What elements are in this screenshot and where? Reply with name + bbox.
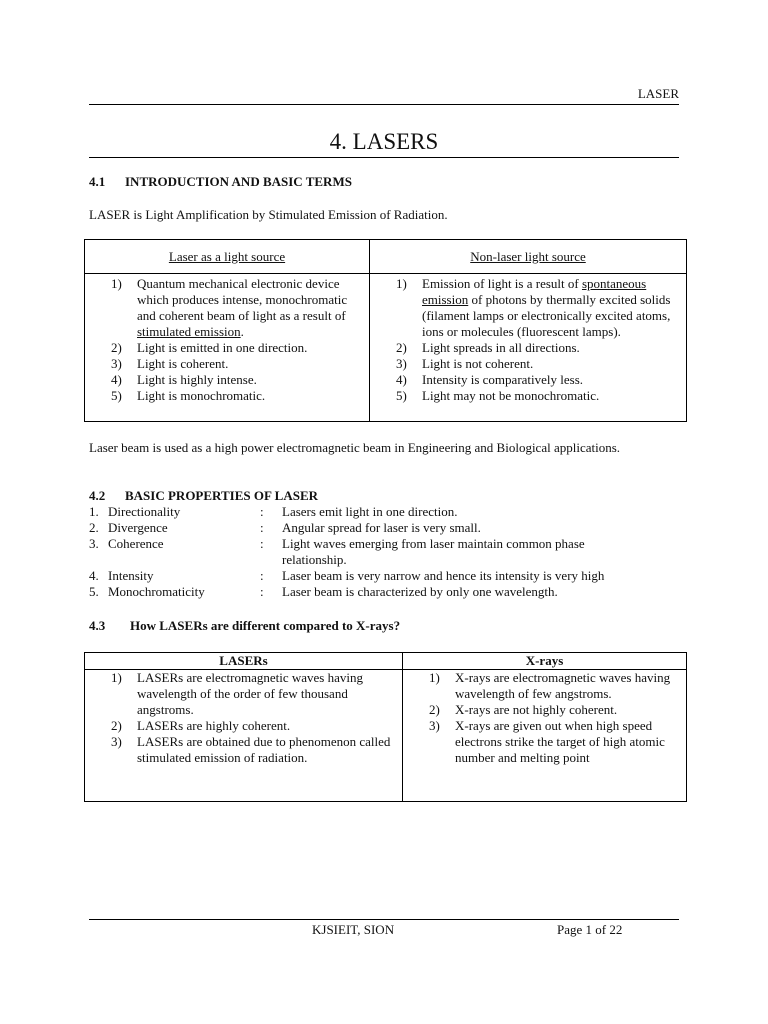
list-item: 2) X-rays are not highly coherent. <box>429 702 618 717</box>
list-item: 3) LASERs are obtained due to phenomenon called stimulated emission of radiation. <box>111 734 391 765</box>
list-item: 4) Light is highly intense. <box>111 372 257 387</box>
table2-xrays-cell <box>403 670 687 802</box>
table1-header-laser: Laser as a light source <box>85 240 370 274</box>
property-row: 1. Directionality : Lasers emit light in one direction. <box>89 504 458 519</box>
list-item: 5) Light is monochromatic. <box>111 388 266 403</box>
section-number: 4.2 <box>89 488 106 503</box>
section-title: How LASERs are different compared to X-rays? <box>130 618 401 633</box>
laser-vs-nonlaser-table <box>84 239 687 422</box>
list-item: 2) Light is emitted in one direction. <box>111 340 308 355</box>
property-row: 2. Divergence : Angular spread for laser is very small. <box>89 520 481 535</box>
section-number: 4.1 <box>89 174 106 189</box>
table2-header-lasers: LASERs <box>85 653 403 670</box>
laser-definition: LASER is Light Amplification by Stimulated Emission of Radiation. <box>89 207 448 222</box>
section-title: INTRODUCTION AND BASIC TERMS <box>125 174 352 189</box>
list-item: 1) LASERs are electromagnetic waves having wavelength of the order of few thousand angstroms. <box>111 670 363 717</box>
chapter-title: 4. LASERS <box>89 128 679 158</box>
list-item: 3) Light is not coherent. <box>396 356 534 371</box>
list-item: 5) Light may not be monochromatic. <box>396 388 600 403</box>
table1-header-nonlaser: Non-laser light source <box>370 240 687 274</box>
table1-nonlaser-cell <box>370 274 687 422</box>
footer-page-number: Page 1 of 22 <box>557 922 623 937</box>
running-header: LASER <box>89 86 679 105</box>
section-number: 4.3 <box>89 618 106 633</box>
list-item: 1) Emission of light is a result of spontaneous emission of photons by thermally excited solids (filament lamps or electronically excited atoms, ions or molecules (fluorescent lamps). <box>396 276 671 339</box>
list-item: 3) X-rays are given out when high speed electrons strike the target of high atomic number and melting point <box>429 718 665 765</box>
list-item: 2) LASERs are highly coherent. <box>111 718 291 733</box>
list-item: 1) Quantum mechanical electronic device which produces intense, monochromatic and coherent beam of light as a result of stimulated emission. <box>111 276 348 339</box>
table1-laser-cell <box>85 274 370 422</box>
table2-header-xrays: X-rays <box>403 653 687 670</box>
list-item: 4) Intensity is comparatively less. <box>396 372 584 387</box>
section-heading-4-1 <box>89 174 352 190</box>
property-row: 5. Monochromaticity : Laser beam is characterized by only one wavelength. <box>89 584 558 599</box>
property-row: 3. Coherence : Light waves emerging from laser maintain common phase relationship. <box>89 536 585 567</box>
section-title: BASIC PROPERTIES OF LASER <box>125 488 319 503</box>
properties-list <box>89 504 689 600</box>
list-item: 2) Light spreads in all directions. <box>396 340 580 355</box>
lasers-vs-xrays-table <box>84 652 687 802</box>
section-heading-4-3 <box>89 618 400 634</box>
table2-lasers-cell <box>85 670 403 802</box>
list-item: 1) X-rays are electromagnetic waves having wavelength of few angstroms. <box>429 670 671 701</box>
footer-institution: KJSIEIT, SION <box>312 922 395 937</box>
laser-beam-applications: Laser beam is used as a high power electromagnetic beam in Engineering and Biological applications. <box>89 440 621 455</box>
property-row: 4. Intensity : Laser beam is very narrow and hence its intensity is very high <box>89 568 605 583</box>
list-item: 3) Light is coherent. <box>111 356 229 371</box>
footer-divider <box>89 919 679 920</box>
section-heading-4-2 <box>89 488 318 504</box>
